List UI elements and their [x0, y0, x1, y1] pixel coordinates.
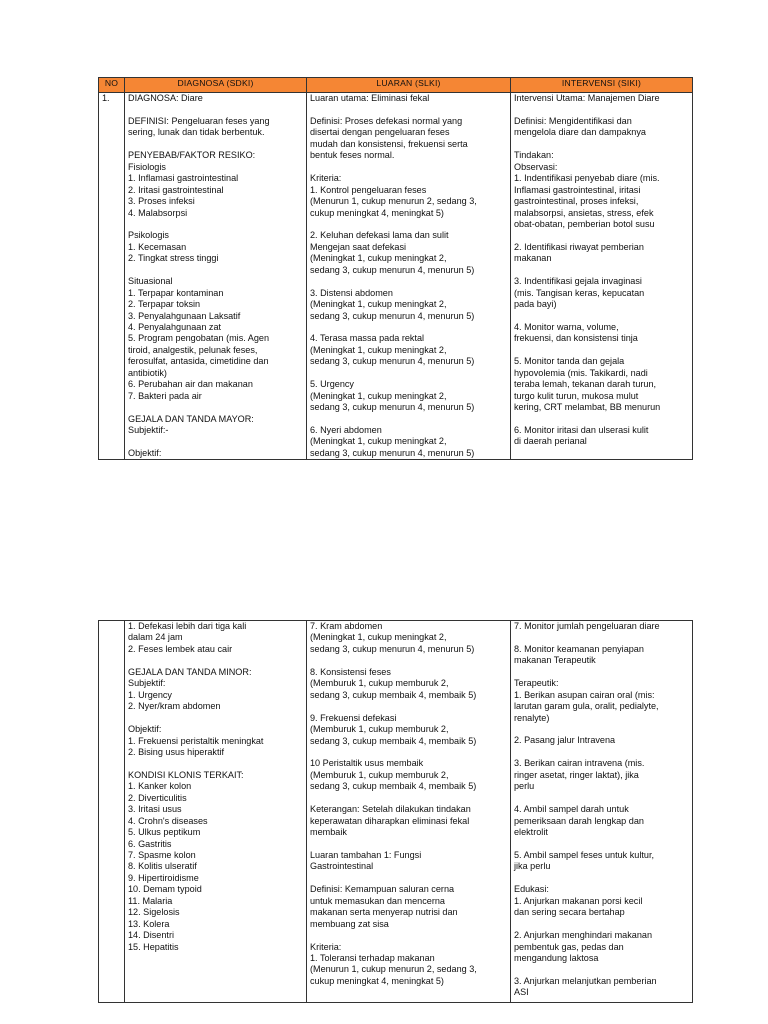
text-line: bentuk feses normal.: [310, 150, 395, 161]
text-line: 2. Nyer/kram abdomen: [128, 701, 221, 712]
text-line: 5. Program pengobatan (mis. Agen: [128, 333, 270, 344]
text-line: 1. Indentifikasi penyebab diare (mis.: [514, 173, 660, 184]
text-line: di daerah perianal: [514, 436, 587, 447]
text-line: mudah dan konsistensi, frekuensi serta: [310, 138, 468, 149]
text-line: Situasional: [128, 276, 173, 287]
text-line: 3. Indentifikasi gejala invaginasi: [514, 276, 642, 287]
blank-line: [310, 701, 507, 712]
text-line: Subjektif:: [128, 678, 166, 689]
text-line: GEJALA DAN TANDA MAYOR:: [128, 413, 254, 424]
text-line: DIAGNOSA: Diare: [128, 93, 203, 103]
text-line: 7. Bakteri pada air: [128, 390, 202, 401]
text-line: Definisi: Mengidentifikasi dan: [514, 115, 632, 126]
text-line: 1. Defekasi lebih dari tiga kali: [128, 621, 247, 631]
text-line: 6. Nyeri abdomen: [310, 425, 382, 436]
text-line: KONDISI KLONIS TERKAIT:: [128, 769, 244, 780]
text-line: sedang 3, cukup menurun 4, menurun 5): [310, 264, 475, 275]
text-line: 3. Distensi abdomen: [310, 287, 393, 298]
text-line: sedang 3, cukup menurun 4, menurun 5): [310, 310, 475, 321]
text-line: sering, lunak dan tidak berbentuk.: [128, 127, 265, 138]
care-plan-table-page-1: [98, 77, 693, 460]
text-line: Objektif:: [128, 447, 162, 458]
text-line: Subjektif:-: [128, 425, 169, 436]
header-intervensi: INTERVENSI (SIKI): [511, 78, 693, 93]
blank-line: [514, 104, 689, 115]
intervensi-cell: [511, 93, 693, 460]
blank-line: [310, 368, 507, 379]
blank-line: [514, 724, 689, 735]
text-line: 2. Keluhan defekasi lama dan sulit: [310, 230, 449, 241]
text-line: renalyte): [514, 712, 550, 723]
text-line: (Menurun 1, cukup menurun 2, sedang 3,: [310, 964, 477, 975]
text-line: 7. Spasme kolon: [128, 850, 196, 861]
text-line: (Memburuk 1, cukup memburuk 2,: [310, 678, 449, 689]
blank-line: [310, 162, 507, 173]
luaran-cell: [307, 93, 511, 460]
blank-line: [310, 747, 507, 758]
text-line: (mis. Tangisan keras, kepucatan: [514, 287, 645, 298]
text-line: 5. Monitor tanda dan gejala: [514, 356, 625, 367]
text-line: (Meningkat 1, cukup meningkat 2,: [310, 390, 447, 401]
text-line: jika perlu: [514, 861, 551, 872]
text-line: Edukasi:: [514, 884, 549, 895]
text-line: sedang 3, cukup membaik 4, membaik 5): [310, 735, 477, 746]
text-line: cukup meningkat 4, meningkat 5): [310, 975, 444, 986]
blank-line: [514, 632, 689, 643]
text-line: 3. Iritasi usus: [128, 804, 182, 815]
text-line: Observasi:: [514, 161, 558, 172]
text-line: sedang 3, cukup menurun 4, menurun 5): [310, 402, 475, 413]
text-line: hypovolemia (mis. Takikardi, nadi: [514, 367, 648, 378]
text-line: Definisi: Kemampuan saluran cerna: [310, 884, 455, 895]
text-line: Kriteria:: [310, 941, 342, 952]
text-line: membaik: [310, 827, 347, 838]
text-line: sedang 3, cukup menurun 4, menurun 5): [310, 643, 475, 654]
text-line: Gastrointestinal: [310, 861, 374, 872]
blank-line: [514, 265, 689, 276]
text-line: 4. Terasa massa pada rektal: [310, 333, 425, 344]
blank-line: [128, 219, 303, 230]
text-line: 2. Identifikasi riwayat pemberian: [514, 241, 644, 252]
row-number: 1.: [99, 93, 125, 460]
text-line: 5. Ambil sampel feses untuk kultur,: [514, 849, 655, 860]
blank-line: [310, 276, 507, 287]
blank-line: [128, 758, 303, 769]
text-line: dalam 24 jam: [128, 632, 183, 643]
blank-line: [310, 930, 507, 941]
blank-line: [514, 345, 689, 356]
text-line: 11. Malaria: [128, 895, 173, 906]
text-line: 2. Feses lembek atau cair: [128, 643, 233, 654]
text-line: 13. Kolera: [128, 918, 170, 929]
text-line: teraba lemah, tekanan darah turun,: [514, 379, 657, 390]
text-line: GEJALA DAN TANDA MINOR:: [128, 666, 252, 677]
blank-line: [514, 667, 689, 678]
diagnosa-cell: [125, 621, 307, 1003]
text-line: 8. Konsistensi feses: [310, 666, 391, 677]
text-line: 2. Terpapar toksin: [128, 299, 201, 310]
text-line: Kriteria:: [310, 173, 342, 184]
text-line: 4. Malabsorpsi: [128, 207, 188, 218]
text-line: disertai dengan pengeluaran feses: [310, 127, 450, 138]
text-line: Terapeutik:: [514, 678, 559, 689]
text-line: Inflamasi gastrointestinal, iritasi: [514, 184, 641, 195]
text-line: 3. Berikan cairan intravena (mis.: [514, 758, 645, 769]
text-line: 1. Terpapar kontaminan: [128, 287, 224, 298]
text-line: untuk memasukan dan mencerna: [310, 895, 445, 906]
blank-line: [310, 873, 507, 884]
text-line: Mengejan saat defekasi: [310, 241, 407, 252]
text-line: Definisi: Proses defekasi normal yang: [310, 115, 463, 126]
text-line: (Memburuk 1, cukup memburuk 2,: [310, 724, 449, 735]
text-line: makanan: [514, 253, 552, 264]
text-line: 10 Peristaltik usus membaik: [310, 758, 424, 769]
header-diagnosa: DIAGNOSA (SDKI): [125, 78, 307, 93]
text-line: dan sering secara bertahap: [514, 907, 625, 918]
table-row: [99, 621, 693, 1003]
text-line: 2. Anjurkan menghindari makanan: [514, 930, 653, 941]
text-line: 4. Crohn's diseases: [128, 815, 208, 826]
blank-line: [514, 839, 689, 850]
text-line: 3. Penyalahgunaan Laksatif: [128, 310, 241, 321]
text-line: Luaran tambahan 1: Fungsi: [310, 849, 422, 860]
text-line: (Meningkat 1, cukup meningkat 2,: [310, 632, 447, 643]
text-line: 2. Pasang jalur Intravena: [514, 735, 616, 746]
text-line: Psikologis: [128, 230, 169, 241]
text-line: (Meningkat 1, cukup meningkat 2,: [310, 344, 447, 355]
text-line: 1. Kecemasan: [128, 241, 187, 252]
text-line: mengandung laktosa: [514, 953, 599, 964]
text-line: makanan Terapeutik: [514, 655, 596, 666]
text-line: kering, CRT melambat, BB menurun: [514, 402, 661, 413]
text-line: pemeriksaan darah lengkap dan: [514, 815, 644, 826]
text-line: 2. Diverticulitis: [128, 792, 187, 803]
text-line: Objektif:: [128, 724, 162, 735]
text-line: 1. Frekuensi peristaltik meningkat: [128, 735, 264, 746]
text-line: membuang zat sisa: [310, 918, 389, 929]
text-line: ringer asetat, ringer laktat), jika: [514, 769, 639, 780]
text-line: PENYEBAB/FAKTOR RESIKO:: [128, 150, 256, 161]
text-line: 1. Urgency: [128, 689, 172, 700]
blank-line: [128, 437, 303, 448]
text-line: (Meningkat 1, cukup meningkat 2,: [310, 299, 447, 310]
text-line: 1. Inflamasi gastrointestinal: [128, 173, 239, 184]
text-line: 6. Perubahan air dan makanan: [128, 379, 253, 390]
text-line: mengelola diare dan dampaknya: [514, 127, 646, 138]
text-line: Fisiologis: [128, 161, 166, 172]
blank-line: [310, 655, 507, 666]
text-line: 1. Kanker kolon: [128, 781, 192, 792]
text-line: cukup meningkat 4, meningkat 5): [310, 207, 444, 218]
blank-line: [128, 402, 303, 413]
blank-line: [514, 414, 689, 425]
blank-line: [128, 655, 303, 666]
text-line: sedang 3, cukup membaik 4, membaik 5): [310, 781, 477, 792]
text-line: malabsorpsi, ansietas, stress, efek: [514, 207, 654, 218]
text-line: 7. Kram abdomen: [310, 621, 383, 631]
text-line: 4. Monitor warna, volume,: [514, 321, 619, 332]
text-line: 3. Proses infeksi: [128, 196, 195, 207]
blank-line: [514, 311, 689, 322]
text-line: 4. Ambil sampel darah untuk: [514, 804, 629, 815]
text-line: (Menurun 1, cukup menurun 2, sedang 3,: [310, 196, 477, 207]
blank-line: [310, 793, 507, 804]
text-line: gastrointestinal, proses infeksi,: [514, 196, 639, 207]
text-line: frekuensi, dan konsistensi tinja: [514, 333, 638, 344]
blank-line: [310, 104, 507, 115]
header-luaran: LUARAN (SLKI): [307, 78, 511, 93]
text-line: antibiotik): [128, 367, 167, 378]
text-line: pada bayi): [514, 299, 557, 310]
text-line: 3. Anjurkan melanjutkan pemberian: [514, 975, 657, 986]
blank-line: [514, 230, 689, 241]
blank-line: [514, 793, 689, 804]
text-line: larutan garam gula, oralit, pedialyte,: [514, 701, 659, 712]
text-line: 9. Hipertiroidisme: [128, 872, 199, 883]
text-line: sedang 3, cukup menurun 4, menurun 5): [310, 447, 475, 458]
text-line: 8. Monitor keamanan penyiapan: [514, 643, 644, 654]
text-line: (Meningkat 1, cukup meningkat 2,: [310, 436, 447, 447]
text-line: (Meningkat 1, cukup meningkat 2,: [310, 253, 447, 264]
text-line: sedang 3, cukup menurun 4, menurun 5): [310, 356, 475, 367]
blank-line: [514, 747, 689, 758]
row-number: [99, 621, 125, 1003]
text-line: ferosulfat, antasida, cimetidine dan: [128, 356, 269, 367]
text-line: 12. Sigelosis: [128, 907, 180, 918]
header-no: NO: [99, 78, 125, 93]
text-line: 2. Bising usus hiperaktif: [128, 746, 225, 757]
text-line: 2. Tingkat stress tinggi: [128, 253, 219, 264]
luaran-cell: [307, 621, 511, 1003]
text-line: 1. Anjurkan makanan porsi kecil: [514, 895, 643, 906]
text-line: Luaran utama: Eliminasi fekal: [310, 93, 430, 103]
blank-line: [310, 322, 507, 333]
care-plan-table-page-2: [98, 620, 693, 1003]
text-line: pembentuk gas, pedas dan: [514, 941, 624, 952]
text-line: 6. Monitor iritasi dan ulserasi kulit: [514, 425, 649, 436]
diagnosa-cell: [125, 93, 307, 460]
text-line: (Memburuk 1, cukup memburuk 2,: [310, 769, 449, 780]
text-line: 5. Ulkus peptikum: [128, 827, 201, 838]
text-line: keperawatan diharapkan eliminasi fekal: [310, 815, 470, 826]
text-line: DEFINISI: Pengeluaran feses yang: [128, 115, 270, 126]
text-line: Keterangan: Setelah dilakukan tindakan: [310, 804, 471, 815]
text-line: makanan serta menyerap nutrisi dan: [310, 907, 458, 918]
blank-line: [128, 104, 303, 115]
text-line: 4. Penyalahgunaan zat: [128, 322, 222, 332]
table-row: [99, 93, 693, 460]
blank-line: [514, 139, 689, 150]
text-line: 5. Urgency: [310, 379, 354, 390]
text-line: sedang 3, cukup membaik 4, membaik 5): [310, 689, 477, 700]
blank-line: [128, 713, 303, 724]
intervensi-cell: [511, 621, 693, 1003]
text-line: 1. Toleransi terhadap makanan: [310, 953, 435, 964]
header-row: [99, 78, 693, 93]
text-line: perlu: [514, 781, 535, 792]
text-line: 14. Disentri: [128, 930, 174, 941]
text-line: 8. Kolitis ulseratif: [128, 861, 197, 872]
text-line: tiroid, analgestik, pelunak feses,: [128, 344, 258, 355]
text-line: 15. Hepatitis: [128, 941, 179, 952]
text-line: 10. Demam typoid: [128, 884, 202, 895]
text-line: 1. Berikan asupan cairan oral (mis:: [514, 689, 655, 700]
text-line: 7. Monitor jumlah pengeluaran diare: [514, 621, 660, 631]
blank-line: [310, 219, 507, 230]
text-line: elektrolit: [514, 827, 548, 838]
text-line: 1. Kontrol pengeluaran feses: [310, 184, 427, 195]
blank-line: [514, 873, 689, 884]
blank-line: [514, 919, 689, 930]
text-line: Tindakan:: [514, 150, 554, 161]
blank-line: [514, 964, 689, 975]
blank-line: [128, 265, 303, 276]
text-line: 2. Iritasi gastrointestinal: [128, 184, 224, 195]
text-line: 6. Gastritis: [128, 838, 172, 849]
blank-line: [310, 839, 507, 850]
text-line: Intervensi Utama: Manajemen Diare: [514, 93, 660, 103]
text-line: obat-obatan, pemberian botol susu: [514, 218, 655, 229]
blank-line: [310, 414, 507, 425]
text-line: ASI: [514, 987, 529, 998]
text-line: turgo kulit turun, mukosa mulut: [514, 390, 639, 401]
text-line: 9. Frekuensi defekasi: [310, 712, 397, 723]
blank-line: [128, 139, 303, 150]
